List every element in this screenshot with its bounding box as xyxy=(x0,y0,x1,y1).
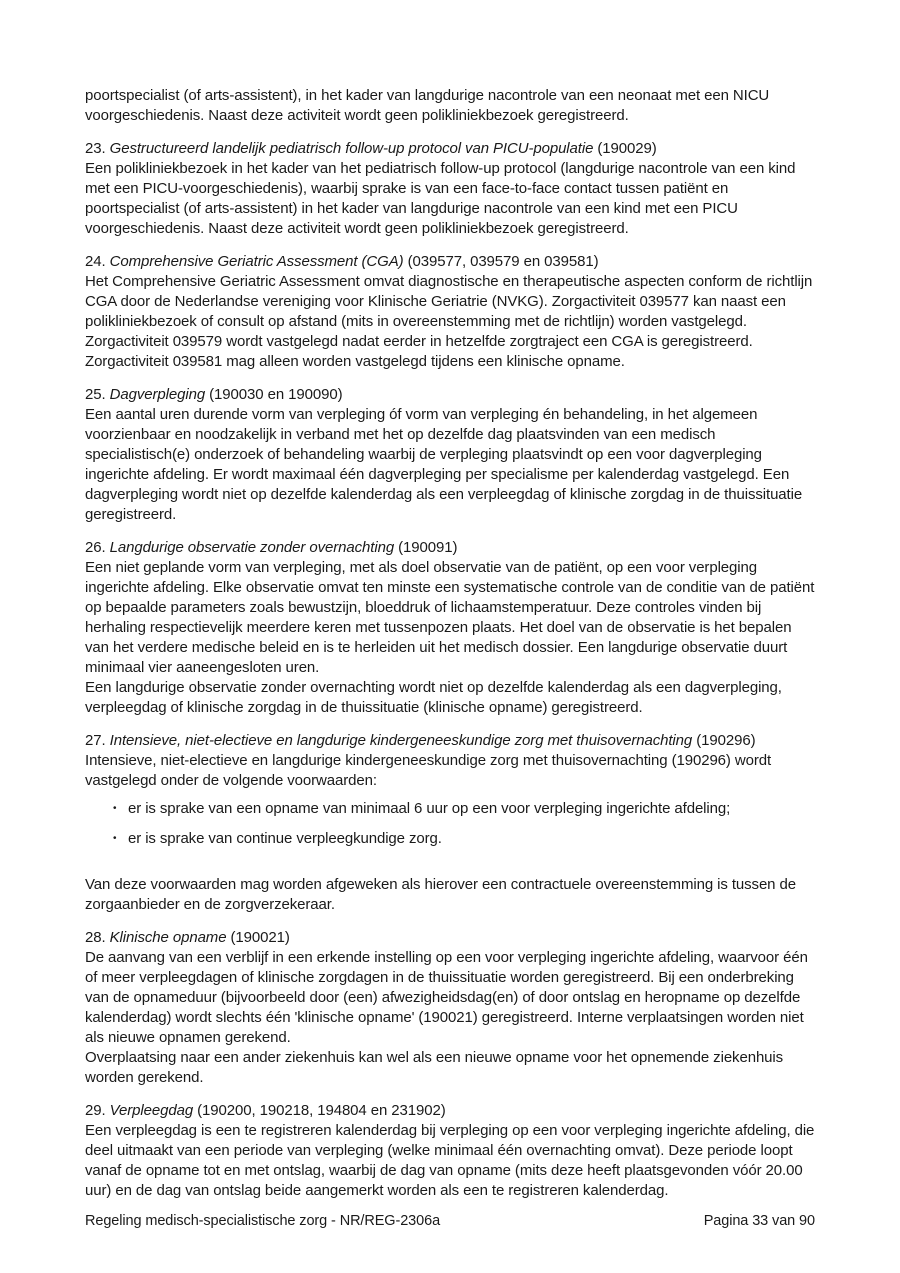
bullet-icon: • xyxy=(113,833,117,844)
page-content xyxy=(85,86,817,1201)
section-28 xyxy=(85,928,817,1088)
section-heading xyxy=(85,139,817,159)
footer-document-title: Regeling medisch-specialistische zorg - NR/REG-2306a xyxy=(85,1213,441,1229)
footer-page-number: Pagina 33 van 90 xyxy=(703,1213,815,1229)
section-code: (190021) xyxy=(230,929,290,946)
list-item xyxy=(85,829,817,849)
section-29 xyxy=(85,1101,817,1201)
section-title: Verpleegdag xyxy=(109,1102,194,1119)
section-24 xyxy=(85,252,817,372)
section-number: 23. xyxy=(85,140,106,157)
section-25 xyxy=(85,385,817,525)
section-code: (190029) xyxy=(597,140,657,157)
section-heading xyxy=(85,1101,817,1121)
section-number: 29. xyxy=(85,1102,106,1119)
bullet-text: er is sprake van een opname van minimaal 6 uur op een voor verpleging ingerichte afdeling; xyxy=(128,800,731,817)
paragraph: Van deze voorwaarden mag worden afgeweken als hierover een contractuele overeenstemming is tussen de zorgaanbieder en de zorgverzekeraar. xyxy=(85,876,796,913)
section-26 xyxy=(85,538,817,718)
section-title: Gestructureerd landelijk pediatrisch follow-up protocol van PICU-populatie xyxy=(109,140,594,157)
conditions-list xyxy=(85,799,817,849)
page-footer xyxy=(85,1212,815,1230)
bullet-text: er is sprake van continue verpleegkundige zorg. xyxy=(128,830,442,847)
section-title: Langdurige observatie zonder overnachting xyxy=(109,539,395,556)
paragraph: Een polikliniekbezoek in het kader van het pediatrisch follow-up protocol (langdurige nacontrole van een kind met een PICU-voorgeschiedenis), waarbij sprake is van een face-to-face contact tussen patiënt en poortspecialist (of arts-assistent) in het kader van langdurige nacontrole van een kind met een PICU voorgeschiedenis. Naast deze activiteit wordt geen polikliniekbezoek geregistreerd. xyxy=(85,160,796,237)
paragraph: Een verpleegdag is een te registreren kalenderdag bij verpleging op een voor verpleging ingerichte afdeling, die deel uitmaakt van een periode van verpleging (welke minimaal één overnachting omvat). Deze periode loopt vanaf de opname tot en met ontslag, waarbij de dag van opname (mits deze heeft plaatsgevonden vóór 20.00 uur) en de dag van ontslag beide aangemerkt worden als een te registreren kalenderdag. xyxy=(85,1122,815,1199)
bullet-icon: • xyxy=(113,803,117,814)
section-title: Dagverpleging xyxy=(109,386,206,403)
paragraph: Intensieve, niet-electieve en langdurige kindergeneeskundige zorg met thuisovernachting (190296) wordt vastgelegd onder de volgende voorwaarden: xyxy=(85,752,772,789)
section-number: 28. xyxy=(85,929,106,946)
paragraph: Overplaatsing naar een ander ziekenhuis kan wel als een nieuwe opname voor het opnemende ziekenhuis worden gerekend. xyxy=(85,1049,784,1086)
list-item xyxy=(85,799,817,819)
section-number: 25. xyxy=(85,386,106,403)
section-23 xyxy=(85,139,817,239)
section-code: (190296) xyxy=(696,732,756,749)
section-code: (039577, 039579 en 039581) xyxy=(407,253,599,270)
section-code: (190200, 190218, 194804 en 231902) xyxy=(197,1102,446,1119)
section-heading xyxy=(85,731,817,751)
continuation-paragraph: poortspecialist (of arts-assistent), in het kader van langdurige nacontrole van een neonaat met een NICU voorgeschiedenis. Naast deze activiteit wordt geen polikliniekbezoek geregistreerd. xyxy=(85,87,770,124)
section-title: Comprehensive Geriatric Assessment (CGA) xyxy=(109,253,404,270)
section-heading xyxy=(85,928,817,948)
section-27 xyxy=(85,731,817,915)
paragraph: Een langdurige observatie zonder overnachting wordt niet op dezelfde kalenderdag als een dagverpleging, verpleegdag of klinische zorgdag in de thuissituatie (klinische opname) geregistreerd. xyxy=(85,679,782,716)
section-heading xyxy=(85,538,817,558)
paragraph: De aanvang van een verblijf in een erkende instelling op een voor verpleging ingerichte afdeling, waarvoor één of meer verpleegdagen of klinische zorgdagen in de thuissituatie worden geregistreerd. Bij een onderbreking van de opnameduur (bijvoorbeeld door (een) afwezigheidsdag(en) of door ontslag en heropname op dezelfde kalenderdag) wordt slechts één 'klinische opname' (190021) geregistreerd. Interne verplaatsingen worden niet als nieuwe opnamen gerekend. xyxy=(85,949,808,1046)
section-title: Klinische opname xyxy=(109,929,227,946)
section-number: 24. xyxy=(85,253,106,270)
section-title: Intensieve, niet-electieve en langdurige kindergeneeskundige zorg met thuisovernachting xyxy=(109,732,693,749)
section-code: (190091) xyxy=(398,539,458,556)
paragraph: Een aantal uren durende vorm van verpleging óf vorm van verpleging én behandeling, in het algemeen voorzienbaar en noodzakelijk in verband met het op dezelfde dag plaatsvinden van een medisch specialistisch(e) onderzoek of behandeling waarbij de verpleging plaatsvindt op een voor dagverpleging ingerichte afdeling. Er wordt maximaal één dagverpleging per specialisme per kalenderdag vastgelegd. Een dagverpleging wordt niet op dezelfde kalenderdag als een verpleegdag of klinische zorgdag in de thuissituatie geregistreerd. xyxy=(85,406,803,523)
section-heading xyxy=(85,385,817,405)
paragraph: Het Comprehensive Geriatric Assessment omvat diagnostische en therapeutische aspecten conform de richtlijn CGA door de Nederlandse vereniging voor Klinische Geriatrie (NVKG). Zorgactiviteit 039577 kan naast een polikliniekbezoek of consult op afstand (mits in overeenstemming met de richtlijn) worden vastgelegd. Zorgactiviteit 039579 wordt vastgelegd nadat eerder in hetzelfde zorgtraject een CGA is geregistreerd. Zorgactiviteit 039581 mag alleen worden vastgelegd tijdens een klinische opname. xyxy=(85,273,813,370)
section-number: 26. xyxy=(85,539,106,556)
paragraph: Een niet geplande vorm van verpleging, met als doel observatie van de patiënt, op een voor verpleging ingerichte afdeling. Elke observatie omvat ten minste een systematische controle van de conditie van de patiënt op bepaalde parameters zoals bewustzijn, bloeddruk of lichaamstemperatuur. Deze controles vinden bij herhaling respectievelijk meerdere keren met tussenpozen plaats. Het doel van de observatie is het bepalen van het verdere medische beleid en is te herleiden uit het medisch dossier. Een langdurige observatie duurt minimaal vier aaneengesloten uren. xyxy=(85,559,815,676)
section-number: 27. xyxy=(85,732,106,749)
section-heading xyxy=(85,252,817,272)
section-code: (190030 en 190090) xyxy=(209,386,343,403)
